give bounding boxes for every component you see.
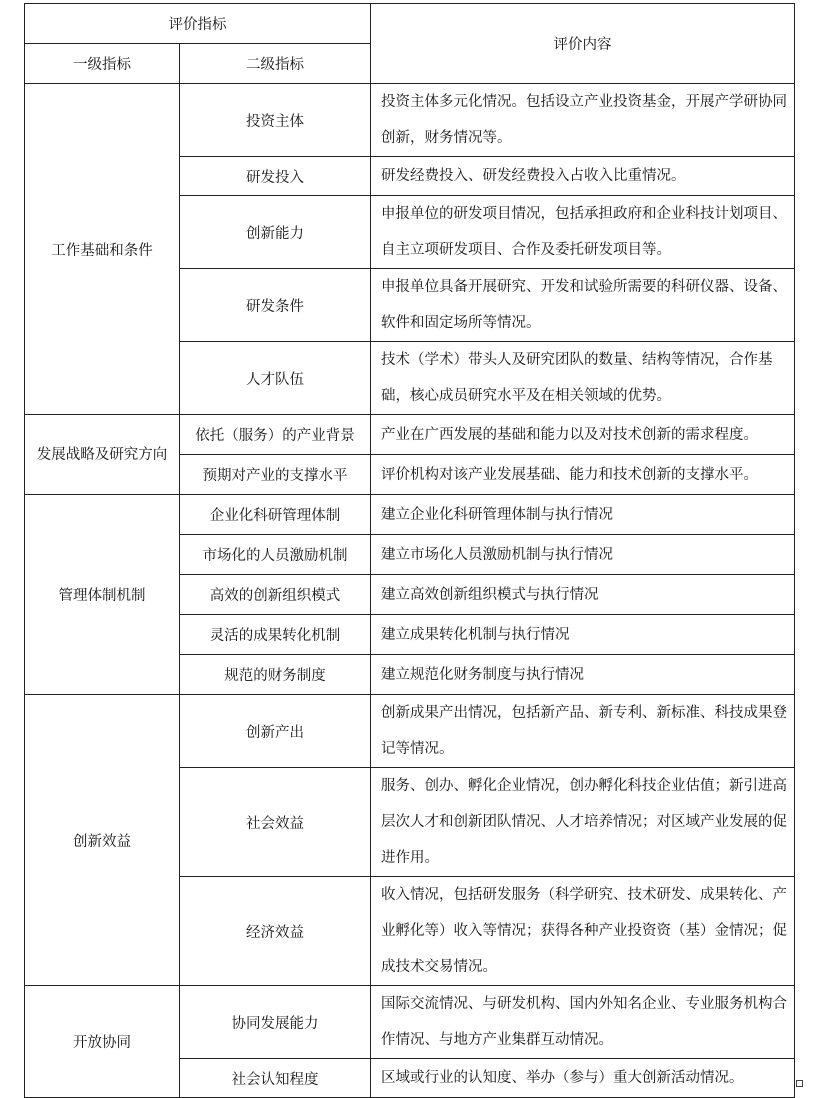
level2-cell: 市场化的人员激励机制 [180, 535, 371, 575]
level1-cell: 工作基础和条件 [25, 84, 180, 415]
level1-cell: 创新效益 [25, 695, 180, 986]
level2-cell: 企业化科研管理体制 [180, 495, 371, 535]
content-cell: 评价机构对该产业发展基础、能力和技术创新的支撑水平。 [371, 455, 795, 495]
level2-cell: 创新能力 [180, 196, 371, 269]
level1-cell: 发展战略及研究方向 [25, 415, 180, 495]
content-cell: 创新成果产出情况，包括新产品、新专利、新标准、科技成果登记等情况。 [371, 695, 795, 768]
level2-cell: 社会认知程度 [180, 1059, 371, 1098]
level2-cell: 高效的创新组织模式 [180, 575, 371, 615]
level2-cell: 研发条件 [180, 269, 371, 342]
table-row [25, 695, 795, 768]
content-cell: 产业在广西发展的基础和能力以及对技术创新的需求程度。 [371, 415, 795, 455]
level1-cell: 开放协同 [25, 986, 180, 1098]
content-cell: 建立企业化科研管理体制与执行情况 [371, 495, 795, 535]
content-cell: 建立成果转化机制与执行情况 [371, 615, 795, 655]
content-cell: 技术（学术）带头人及研究团队的数量、结构等情况，合作基础，核心成员研究水平及在相关领域的优势。 [371, 342, 795, 415]
level2-cell: 创新产出 [180, 695, 371, 768]
level2-cell: 研发投入 [180, 157, 371, 196]
table-row [25, 415, 795, 455]
header-row-1 [25, 4, 795, 44]
content-cell: 研发经费投入、研发经费投入占收入比重情况。 [371, 157, 795, 196]
header-level2-cell: 二级指标 [180, 44, 371, 84]
content-cell: 建立市场化人员激励机制与执行情况 [371, 535, 795, 575]
evaluation-table [24, 3, 795, 1098]
content-cell: 区域或行业的认知度、举办（参与）重大创新活动情况。 [371, 1059, 795, 1098]
header-group-cell: 评价指标 [25, 4, 371, 44]
level2-cell: 依托（服务）的产业背景 [180, 415, 371, 455]
content-cell: 投资主体多元化情况。包括设立产业投资基金，开展产学研协同创新，财务情况等。 [371, 84, 795, 157]
content-cell: 服务、创办、孵化企业情况，创办孵化科技企业估值；新引进高层次人才和创新团队情况、人才培养情况；对区域产业发展的促进作用。 [371, 768, 795, 877]
level2-cell: 人才队伍 [180, 342, 371, 415]
table-row [25, 986, 795, 1059]
content-cell: 建立规范化财务制度与执行情况 [371, 655, 795, 695]
content-cell: 收入情况，包括研发服务（科学研究、技术研发、成果转化、产业孵化等）收入等情况；获得各种产业投资资（基）金情况；促成技术交易情况。 [371, 877, 795, 986]
level2-cell: 规范的财务制度 [180, 655, 371, 695]
level2-cell: 协同发展能力 [180, 986, 371, 1059]
header-level1-cell: 一级指标 [25, 44, 180, 84]
level2-cell: 预期对产业的支撑水平 [180, 455, 371, 495]
content-cell: 建立高效创新组织模式与执行情况 [371, 575, 795, 615]
table-resize-handle[interactable] [796, 1080, 803, 1087]
level2-cell: 经济效益 [180, 877, 371, 986]
level2-cell: 社会效益 [180, 768, 371, 877]
content-cell: 申报单位具备开展研究、开发和试验所需要的科研仪器、设备、软件和固定场所等情况。 [371, 269, 795, 342]
level2-cell: 投资主体 [180, 84, 371, 157]
content-cell: 申报单位的研发项目情况，包括承担政府和企业科技计划项目、自主立项研发项目、合作及委托研发项目等。 [371, 196, 795, 269]
table-row [25, 495, 795, 535]
table-row [25, 84, 795, 157]
level2-cell: 灵活的成果转化机制 [180, 615, 371, 655]
content-cell: 国际交流情况、与研发机构、国内外知名企业、专业服务机构合作情况、与地方产业集群互动情况。 [371, 986, 795, 1059]
header-content-cell: 评价内容 [371, 4, 795, 84]
level1-cell: 管理体制机制 [25, 495, 180, 695]
